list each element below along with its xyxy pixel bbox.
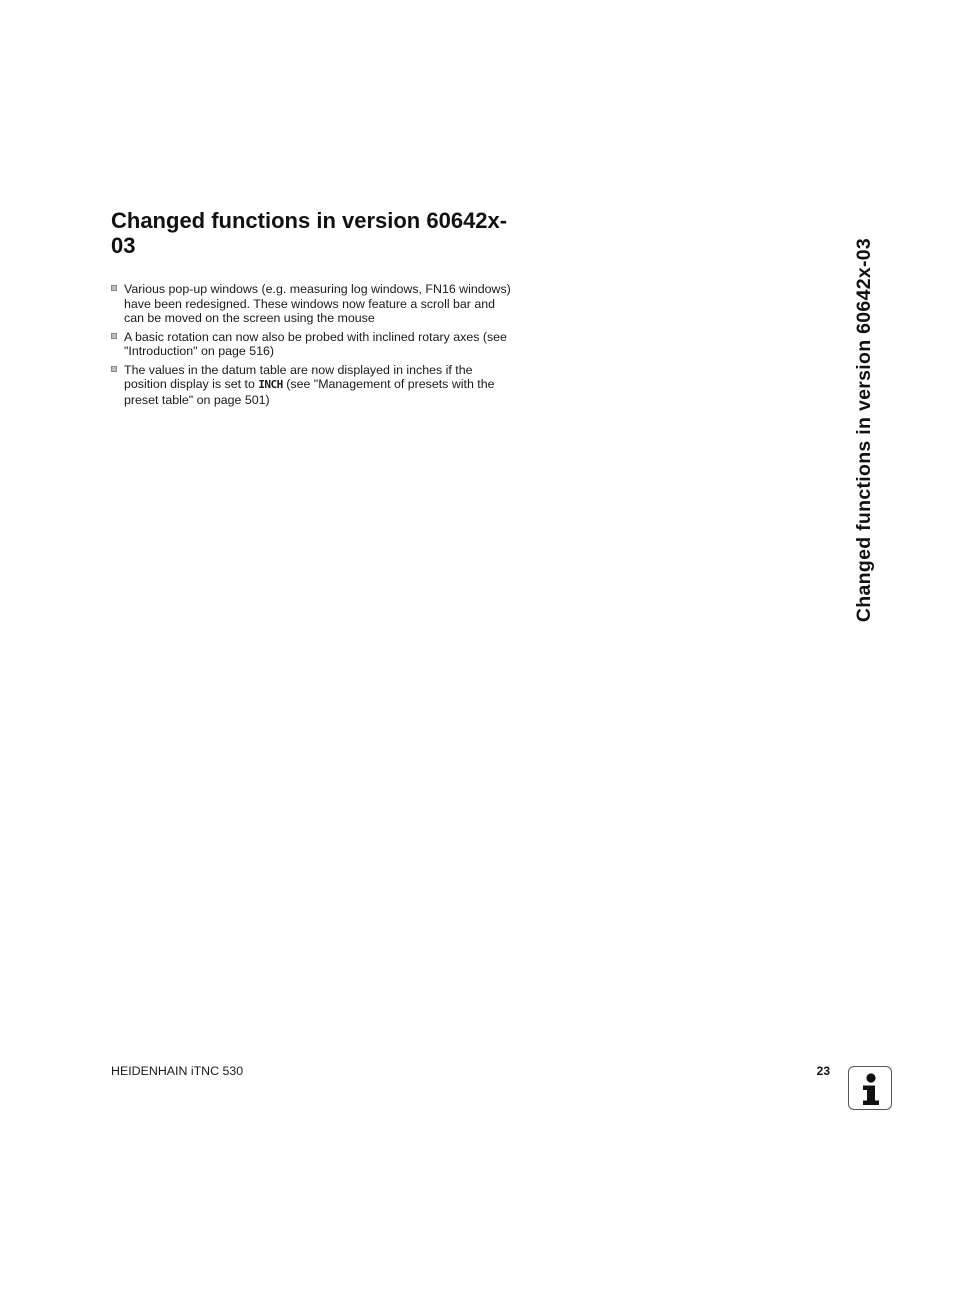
bullet-text: A basic rotation can now also be probed with inclined rotary axes (see "Introduction" on page 516) [124, 329, 507, 358]
bullet-square-icon [111, 366, 117, 372]
inch-keyword: INCH [258, 378, 283, 391]
bullet-square-icon [111, 333, 117, 339]
bullet-text-before-code: The values in the datum table are now displayed in inches if the position display is set to [124, 362, 473, 391]
bullet-text-after-code: (see "Management of presets with the preset table" on page 501) [124, 377, 495, 407]
footer-product-name: HEIDENHAIN iTNC 530 [111, 1064, 244, 1078]
info-icon [848, 1066, 892, 1110]
bullet-text: Various pop-up windows (e.g. measuring log windows, FN16 windows) have been redesigned. These windows now feature a scroll bar and can be moved on the screen using the mouse [124, 282, 511, 325]
bullet-item [111, 363, 511, 408]
page-number: 23 [816, 1064, 830, 1078]
bullet-list [111, 282, 511, 411]
bullet-item [111, 282, 511, 326]
section-title: Changed functions in version 60642x-03 [111, 208, 508, 258]
bullet-square-icon [111, 285, 117, 291]
vertical-section-title: Changed functions in version 60642x-03 [853, 237, 875, 623]
bullet-item [111, 330, 511, 359]
